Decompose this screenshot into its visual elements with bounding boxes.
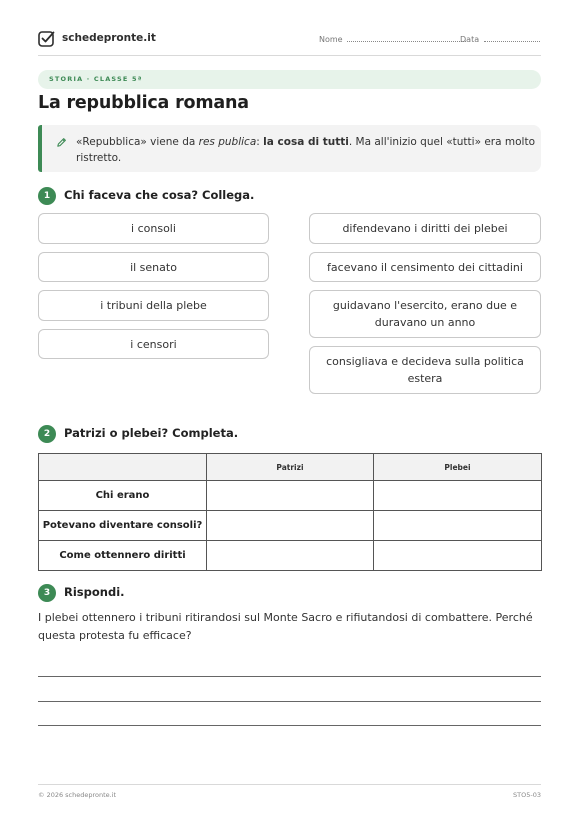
subject-label: STORIA · CLASSE 5ª bbox=[49, 75, 143, 83]
table-header-plebei: Plebei bbox=[374, 454, 542, 481]
question-text: I plebei ottennero i tribuni ritirandosi sul Monte Sacro e rifiutandosi di combattere. Perché questa protesta fu efficace? bbox=[38, 611, 533, 642]
footer-divider bbox=[38, 784, 541, 785]
pencil-icon bbox=[56, 137, 67, 148]
match-right-item[interactable]: consigliava e decideva sulla politica estera bbox=[309, 346, 541, 394]
match-left-item[interactable]: il senato bbox=[38, 252, 269, 282]
footer-code: STO5-03 bbox=[513, 791, 541, 799]
subject-bar bbox=[38, 70, 541, 89]
answer-cell[interactable] bbox=[374, 541, 542, 571]
table-row bbox=[39, 541, 542, 571]
page-header bbox=[38, 30, 541, 56]
page-title: La repubblica romana bbox=[38, 93, 249, 113]
section-title: Chi faceva che cosa? Collega. bbox=[64, 188, 255, 202]
answer-cell[interactable] bbox=[207, 481, 374, 511]
answer-cell[interactable] bbox=[207, 511, 374, 541]
date-label: Data bbox=[460, 35, 480, 44]
name-label: Nome bbox=[319, 35, 343, 44]
section-number: 2 bbox=[38, 425, 56, 443]
footer-copyright: © 2026 schedepronte.it bbox=[38, 791, 117, 799]
patrizi-plebei-table bbox=[38, 453, 542, 571]
match-right-item[interactable]: guidavano l'esercito, erano due e duravano un anno bbox=[309, 290, 541, 338]
table-header-patrizi: Patrizi bbox=[207, 454, 374, 481]
section-title: Patrizi o plebei? Completa. bbox=[64, 426, 239, 440]
info-callout bbox=[38, 125, 541, 172]
answer-cell[interactable] bbox=[374, 511, 542, 541]
answer-line[interactable] bbox=[38, 701, 541, 702]
match-left-item[interactable]: i consoli bbox=[38, 213, 269, 244]
table-row bbox=[39, 511, 542, 541]
section-number: 3 bbox=[38, 584, 56, 602]
section-title: Rispondi. bbox=[64, 585, 125, 599]
match-right-item[interactable]: facevano il censimento dei cittadini bbox=[309, 252, 541, 282]
name-field[interactable] bbox=[319, 35, 466, 44]
checkbox-logo-icon bbox=[38, 30, 55, 48]
site-name: schedepronte.it bbox=[62, 32, 156, 44]
callout-text: «Repubblica» viene da res publica: la cosa di tutti. Ma all'inizio quel «tutti» era molto ristretto. bbox=[76, 136, 535, 164]
answer-line[interactable] bbox=[38, 725, 541, 726]
row-label: Potevano diventare consoli? bbox=[39, 511, 207, 541]
section-number: 1 bbox=[38, 187, 56, 205]
table-header-row bbox=[39, 454, 542, 481]
match-left-item[interactable]: i tribuni della plebe bbox=[38, 290, 269, 321]
row-label: Come ottennero diritti bbox=[39, 541, 207, 571]
match-left-item[interactable]: i censori bbox=[38, 329, 269, 359]
answer-cell[interactable] bbox=[207, 541, 374, 571]
row-label: Chi erano bbox=[39, 481, 207, 511]
table-header-empty bbox=[39, 454, 207, 481]
table-row bbox=[39, 481, 542, 511]
answer-cell[interactable] bbox=[374, 481, 542, 511]
match-right-item[interactable]: difendevano i diritti dei plebei bbox=[309, 213, 541, 244]
date-field[interactable] bbox=[460, 35, 540, 44]
answer-line[interactable] bbox=[38, 676, 541, 677]
